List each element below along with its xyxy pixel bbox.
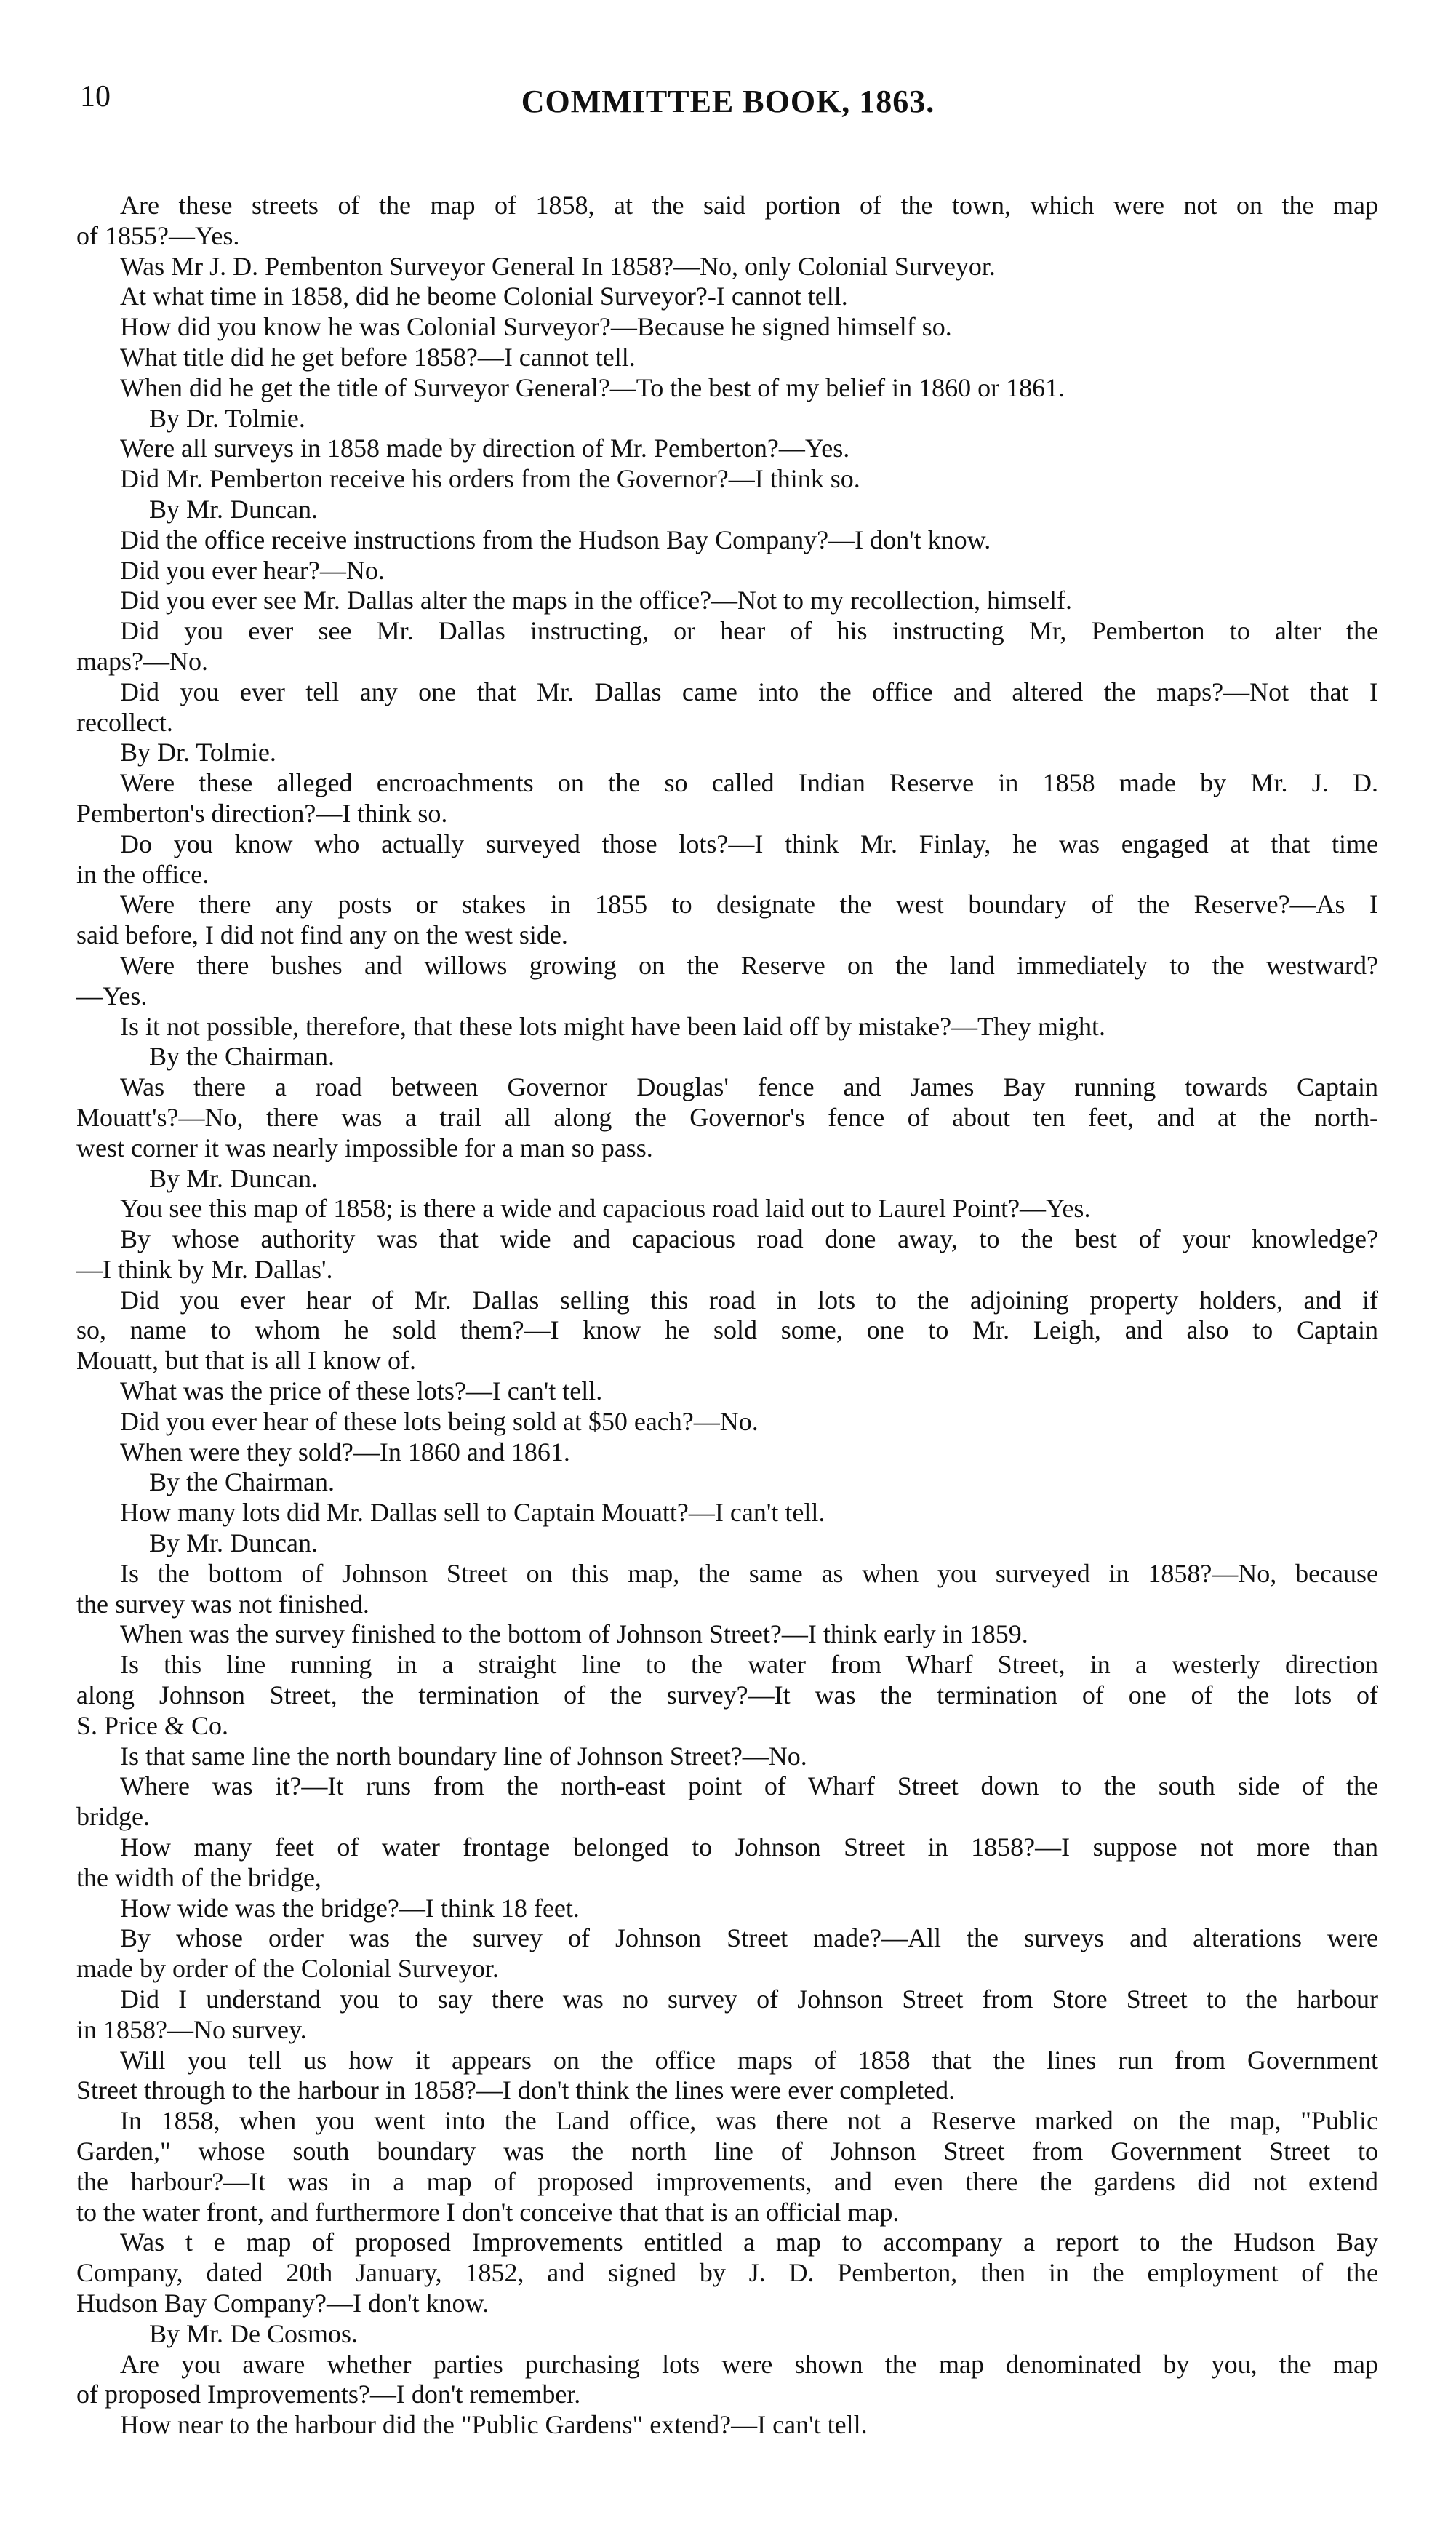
text-line: in 1858?—No survey. <box>76 2014 307 2044</box>
text-line: Did you ever tell any one that Mr. Dallas came into the office and altered the maps?—Not that I <box>120 677 1378 706</box>
text-line: By the Chairman. <box>149 1467 335 1497</box>
text-line: How near to the harbour did the "Public Gardens" extend?—I can't tell. <box>120 2410 868 2440</box>
text-line: By the Chairman. <box>149 1042 335 1072</box>
text-line: Garden," whose south boundary was the north line of Johnson Street from Government Street to <box>76 2137 1378 2166</box>
text-line: made by order of the Colonial Surveyor. <box>76 1954 499 1984</box>
text-line: By Mr. De Cosmos. <box>149 2318 359 2348</box>
text-line: Hudson Bay Company?—I don't know. <box>76 2288 489 2318</box>
text-line: By Dr. Tolmie. <box>120 738 276 767</box>
text-line: By Mr. Duncan. <box>149 1528 318 1558</box>
text-line: Is that same line the north boundary line of Johnson Street?—No. <box>120 1741 807 1771</box>
text-line: What title did he get before 1858?—I cannot tell. <box>120 342 636 372</box>
text-line: By Mr. Duncan. <box>149 494 318 524</box>
text-line: Were all surveys in 1858 made by direction of Mr. Pemberton?—Yes. <box>120 434 850 463</box>
text-line: —I think by Mr. Dallas'. <box>76 1254 333 1284</box>
text-line: Are these streets of the map of 1858, at the said portion of the town, which were not on the map <box>120 191 1378 220</box>
text-line: Did you ever hear?—No. <box>120 555 385 585</box>
text-line: said before, I did not find any on the west side. <box>76 920 568 950</box>
page-number: 10 <box>80 80 111 113</box>
text-line: maps?—No. <box>76 646 208 676</box>
text-line: Were these alleged encroachments on the so called Indian Reserve in 1858 made by Mr. J. D. <box>120 768 1378 798</box>
text-line: How many lots did Mr. Dallas sell to Captain Mouatt?—I can't tell. <box>120 1498 825 1528</box>
text-line: the width of the bridge, <box>76 1862 321 1892</box>
text-line: Did I understand you to say there was no survey of Johnson Street from Store Street to the harbour <box>120 1984 1378 2014</box>
text-line: Did you ever hear of Mr. Dallas selling this road in lots to the adjoining property holders, and if <box>120 1285 1378 1315</box>
text-line: In 1858, when you went into the Land office, was there not a Reserve marked on the map, "Public <box>120 2106 1378 2136</box>
text-line: to the water front, and furthermore I don't conceive that that is an official map. <box>76 2197 900 2227</box>
text-line: Street through to the harbour in 1858?—I don't think the lines were ever completed. <box>76 2075 956 2105</box>
text-line: Did you ever see Mr. Dallas alter the maps in the office?—Not to my recollection, himself. <box>120 586 1072 615</box>
text-line: Did the office receive instructions from the Hudson Bay Company?—I don't know. <box>120 524 991 554</box>
text-line: By whose order was the survey of Johnson Street made?—All the surveys and alterations were <box>120 1923 1378 1953</box>
text-line: S. Price & Co. <box>76 1710 229 1740</box>
text-line: the harbour?—It was in a map of proposed improvements, and even there the gardens did not extend <box>76 2166 1378 2196</box>
text-line: What was the price of these lots?—I can't tell. <box>120 1376 603 1406</box>
text-line: Are you aware whether parties purchasing lots were shown the map denominated by you, the map <box>120 2349 1378 2379</box>
text-line: of proposed Improvements?—I don't remember. <box>76 2380 581 2409</box>
text-line: You see this map of 1858; is there a wide and capacious road laid out to Laurel Point?—Yes. <box>120 1194 1091 1224</box>
text-line: bridge. <box>76 1802 150 1832</box>
text-line: Mouatt's?—No, there was a trail all along the Governor's fence of about ten feet, and at the north- <box>76 1102 1378 1132</box>
text-line: When was the survey finished to the bottom of Johnson Street?—I think early in 1859. <box>120 1619 1028 1649</box>
text-line: Is it not possible, therefore, that these lots might have been laid off by mistake?—They might. <box>120 1011 1106 1041</box>
text-line: At what time in 1858, did he beome Colonial Surveyor?-I cannot tell. <box>120 282 848 311</box>
text-line: west corner it was nearly impossible for a man so pass. <box>76 1133 653 1162</box>
text-line: Did you ever hear of these lots being sold at $50 each?—No. <box>120 1406 759 1436</box>
text-line: Mouatt, but that is all I know of. <box>76 1346 416 1376</box>
text-line: Were there bushes and willows growing on the Reserve on the land immediately to the westward? <box>120 950 1378 980</box>
text-line: recollect. <box>76 707 173 737</box>
text-line: Is the bottom of Johnson Street on this map, the same as when you surveyed in 1858?—No, because <box>120 1558 1378 1588</box>
text-line: along Johnson Street, the termination of the survey?—It was the termination of one of the lots of <box>76 1680 1378 1710</box>
text-line: Is this line running in a straight line to the water from Wharf Street, in a westerly direction <box>120 1650 1378 1680</box>
text-line: By whose authority was that wide and capacious road done away, to the best of your knowledge? <box>120 1224 1378 1254</box>
text-line: Was Mr J. D. Pembenton Surveyor General In 1858?—No, only Colonial Surveyor. <box>120 251 996 281</box>
text-line: the survey was not finished. <box>76 1589 369 1619</box>
text-line: Do you know who actually surveyed those lots?—I think Mr. Finlay, he was engaged at that time <box>120 829 1378 858</box>
text-line: Pemberton's direction?—I think so. <box>76 798 448 828</box>
testimony-text <box>76 191 1378 2441</box>
text-line: Will you tell us how it appears on the office maps of 1858 that the lines run from Government <box>120 2045 1378 2075</box>
text-line: When were they sold?—In 1860 and 1861. <box>120 1437 570 1467</box>
text-line: Did you ever see Mr. Dallas instructing, or hear of his instructing Mr, Pemberton to alter the <box>120 616 1378 646</box>
text-line: Where was it?—It runs from the north-east point of Wharf Street down to the south side of the <box>120 1771 1378 1801</box>
text-line: so, name to whom he sold them?—I know he sold some, one to Mr. Leigh, and also to Captain <box>76 1315 1378 1345</box>
running-title: COMMITTEE BOOK, 1863. <box>521 84 935 119</box>
text-line: By Dr. Tolmie. <box>149 403 305 433</box>
text-line: How did you know he was Colonial Surveyor?—Because he signed himself so. <box>120 312 952 342</box>
text-line: Did Mr. Pemberton receive his orders from the Governor?—I think so. <box>120 464 860 494</box>
text-line: How many feet of water frontage belonged to Johnson Street in 1858?—I suppose not more than <box>120 1832 1378 1862</box>
text-line: How wide was the bridge?—I think 18 feet. <box>120 1893 580 1923</box>
text-line: —Yes. <box>76 981 148 1010</box>
text-line: Were there any posts or stakes in 1855 to designate the west boundary of the Reserve?—As I <box>120 890 1378 920</box>
text-line: Was there a road between Governor Douglas' fence and James Bay running towards Captain <box>120 1072 1378 1102</box>
text-line: in the office. <box>76 859 209 889</box>
text-line: Company, dated 20th January, 1852, and signed by J. D. Pemberton, then in the employment of the <box>76 2258 1378 2288</box>
text-line: of 1855?—Yes. <box>76 220 240 250</box>
text-line: Was t e map of proposed Improvements entitled a map to accompany a report to the Hudson Bay <box>120 2227 1378 2257</box>
text-line: By Mr. Duncan. <box>149 1163 318 1193</box>
text-line: When did he get the title of Surveyor General?—To the best of my belief in 1860 or 1861. <box>120 372 1065 402</box>
